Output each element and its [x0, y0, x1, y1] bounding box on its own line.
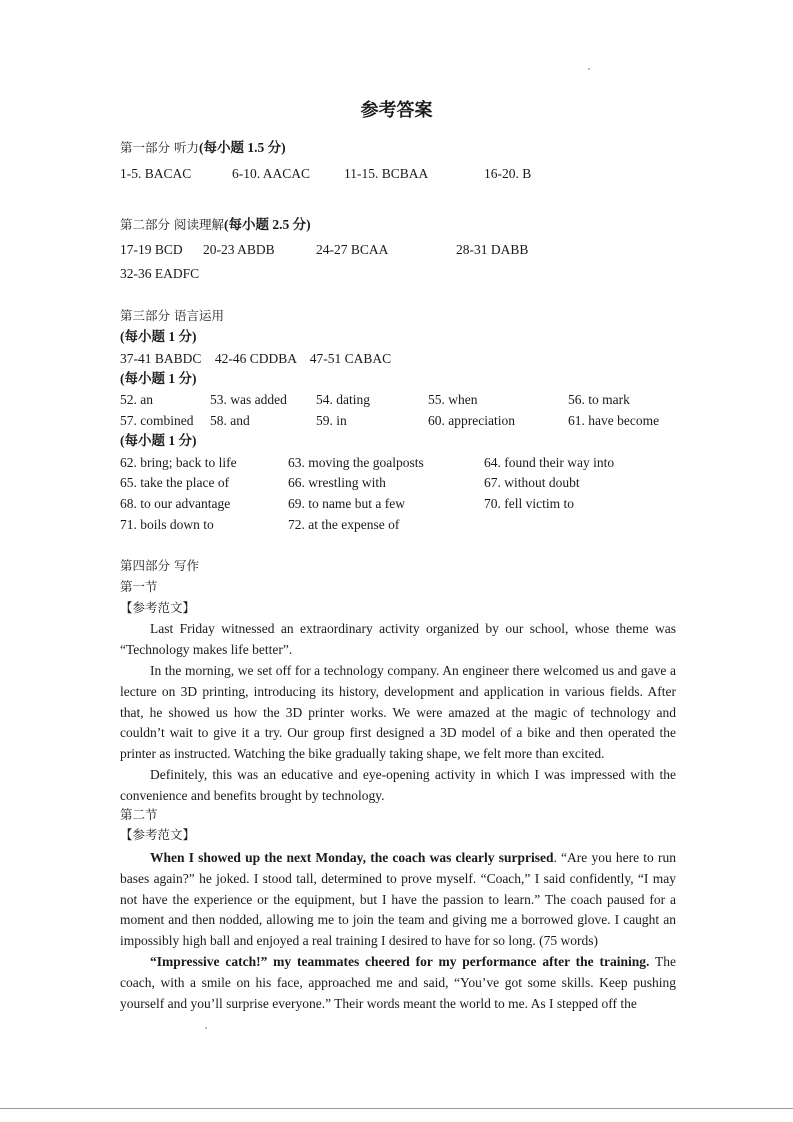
- grid2-cell: 70. fell victim to: [484, 496, 574, 511]
- grid2-cell: 62. bring; back to life: [120, 455, 237, 470]
- essay1-paragraph: Definitely, this was an educative and eye-opening activity in which I was impressed with the convenience and benefits brought by technology.: [120, 767, 676, 803]
- part4-section1: 第一节: [120, 579, 158, 594]
- grid1-cell: 55. when: [428, 392, 478, 407]
- part2-heading: [120, 216, 311, 234]
- page-title: 参考答案: [360, 100, 433, 121]
- part2-answer-2: 20-23 ABDB: [203, 242, 275, 257]
- part1-answer-2: 6-10. AACAC: [232, 166, 311, 181]
- grid2-cell: 64. found their way into: [484, 455, 615, 470]
- grid1-cell: 61. have become: [568, 413, 660, 428]
- grid1-cell: 52. an: [120, 392, 153, 407]
- part1-heading: [120, 139, 286, 157]
- grid1-cell: 53. was added: [210, 392, 287, 407]
- grid2-cell: 72. at the expense of: [288, 517, 400, 532]
- essay1-paragraph: Last Friday witnessed an extraordinary activity organized by our school, whose theme was “Technology makes life better”.: [120, 621, 676, 657]
- scan-speck: [205, 1027, 207, 1029]
- part4-section2: 第二节: [120, 807, 158, 822]
- part2-heading-points: (每小题 2.5 分): [223, 217, 311, 232]
- grid2-cell: 69. to name but a few: [288, 496, 405, 511]
- part2-answer-1: 17-19 BCD: [120, 242, 183, 257]
- part2-heading-text: 第二部分 阅读理解: [120, 217, 224, 232]
- part1-answer-3: 11-15. BCBAA: [344, 166, 429, 181]
- page-bottom-rule: [0, 1108, 793, 1109]
- sample2-label: 【参考范文】: [120, 827, 196, 842]
- part2-answer-5: 32-36 EADFC: [120, 266, 200, 281]
- scan-speck: [588, 68, 590, 70]
- grid1-cell: 56. to mark: [568, 392, 630, 407]
- grid1-cell: 54. dating: [316, 392, 370, 407]
- grid2-cell: 66. wrestling with: [288, 475, 386, 490]
- sample1-label: 【参考范文】: [120, 600, 196, 615]
- part3-sub2: (每小题 1 分): [120, 371, 197, 386]
- essay2-p2-opening: “Impressive catch!” my teammates cheered for my performance after the training.: [150, 954, 650, 969]
- grid2-cell: 71. boils down to: [120, 517, 214, 532]
- grid2-cell: 68. to our advantage: [120, 496, 231, 511]
- part3-row1: 37-41 BABDC 42-46 CDDBA 47-51 CABAC: [120, 351, 392, 366]
- grid1-cell: 60. appreciation: [428, 413, 515, 428]
- grid2-cell: 65. take the place of: [120, 475, 230, 490]
- part1-answer-1: 1-5. BACAC: [120, 166, 192, 181]
- part2-answer-3: 24-27 BCAA: [316, 242, 389, 257]
- part1-heading-text: 第一部分 听力: [120, 140, 199, 155]
- essay1-paragraph: In the morning, we set off for a technology company. An engineer there welcomed us and gave a lecture on 3D printing, introducing its history, development and application in various fields. After that, he showed us how the 3D printer works. We were amazed at the magic of technology and couldn’t wait to give it a try. Our group first designed a 3D model of a bike and then operated the printer as instructed. Watching the bike gradually taking shape, we felt more than excited.: [120, 663, 676, 762]
- essay2-p1-opening: When I showed up the next Monday, the coach was clearly surprised: [150, 850, 554, 865]
- part2-answer-4: 28-31 DABB: [456, 242, 529, 257]
- grid1-cell: 57. combined: [120, 413, 194, 428]
- grid2-cell: 67. without doubt: [484, 475, 580, 490]
- grid1-cell: 59. in: [316, 413, 347, 428]
- essay2-paragraph-1: [120, 848, 676, 952]
- part1-heading-points: (每小题 1.5 分): [198, 140, 286, 155]
- part3-sub3: (每小题 1 分): [120, 433, 197, 448]
- essay2-p1-body: . “Are you here to run bases again?” he joked. I stood tall, determined to prove myself. “Coach,” I said confidently, “I may not have the experience or the equipment, but I have the passion to learn.” The coach paused for a moment and then nodded, allowing me to join the team and giving me a borrowed glove. I caught an impossibly high ball and enjoyed a real training I desired to have for so long. (75 words): [120, 850, 676, 949]
- essay2-paragraph-2: [120, 952, 676, 1014]
- grid2-cell: 63. moving the goalposts: [288, 455, 424, 470]
- essay2-p2-body: The coach, with a smile on his face, approached me and said, “You’ve got some skills. Keep pushing yourself and you’ll surprise everyone.” Their words meant the world to me. As I stepped off the: [120, 954, 676, 1011]
- grid1-cell: 58. and: [210, 413, 250, 428]
- part3-heading: 第三部分 语言运用: [120, 308, 224, 323]
- part4-heading: 第四部分 写作: [120, 558, 199, 573]
- part3-sub1: (每小题 1 分): [120, 329, 197, 344]
- part1-answer-4: 16-20. B: [484, 166, 532, 181]
